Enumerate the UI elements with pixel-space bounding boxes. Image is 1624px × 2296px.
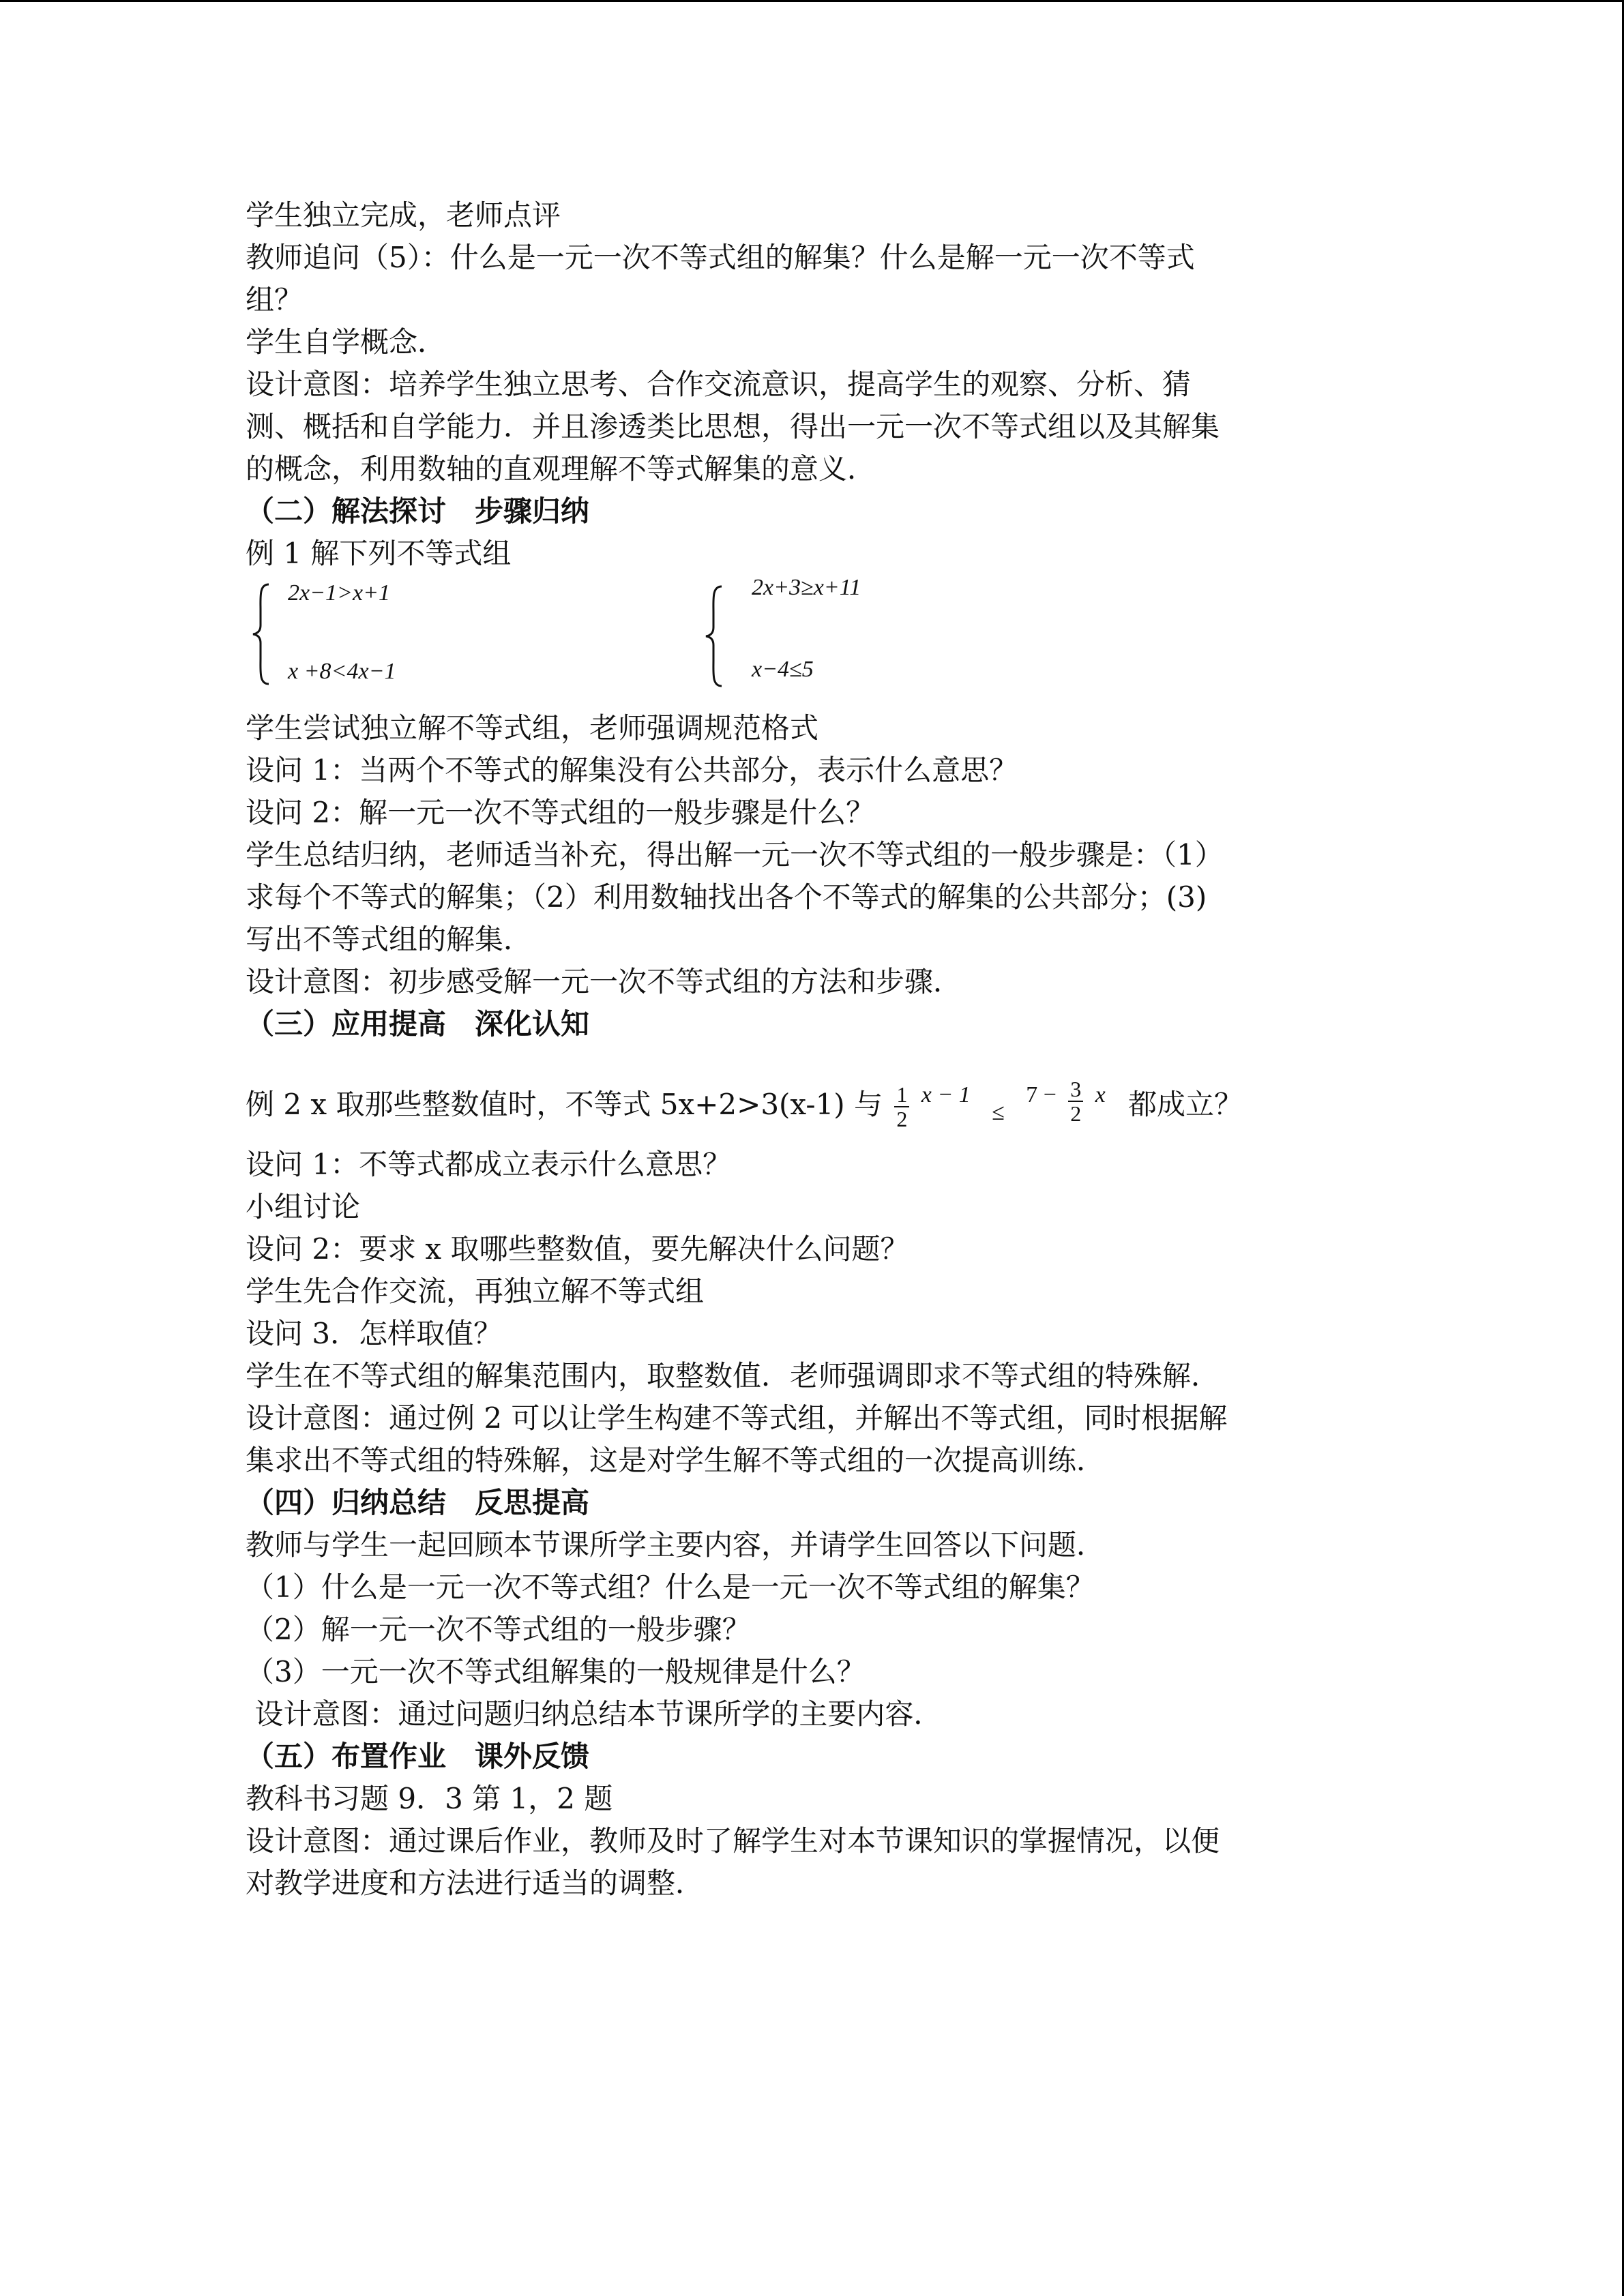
section-heading: （三）应用提高 深化认知: [246, 1007, 590, 1041]
paragraph-line: 学生尝试独立解不等式组，老师强调规范格式: [246, 711, 819, 745]
paragraph-line: 设计意图：通过课后作业，教师及时了解学生对本节课知识的掌握情况，以便: [246, 1824, 1220, 1858]
paragraph-line: 设计意图：培养学生独立思考、合作交流意识，提高学生的观察、分析、猜: [246, 368, 1192, 401]
example-2-suffix: 都成立？: [1128, 1088, 1243, 1121]
paragraph-line: 学生总结归纳，老师适当补充，得出解一元一次不等式组的一般步骤是：（1）: [246, 838, 1224, 871]
fraction-numerator: 3: [1068, 1077, 1083, 1102]
example-2-prefix: 例 2 x 取那些整数值时，不等式 5x+2>3(x-1) 与: [246, 1088, 883, 1121]
paragraph-line: 设计意图：通过例 2 可以让学生构建不等式组，并解出不等式组，同时根据解: [246, 1401, 1228, 1435]
paragraph-line: 教科书习题 9．3 第 1，2 题: [246, 1782, 613, 1815]
section-heading: （二）解法探讨 步骤归纳: [246, 494, 590, 528]
paragraph-line: 求每个不等式的解集；（2）利用数轴找出各个不等式的解集的公共部分；(3): [246, 880, 1207, 914]
paragraph-line: 教师与学生一起回顾本节课所学主要内容，并请学生回答以下问题．: [246, 1528, 1106, 1562]
system-1-top: 2x−1>x+1: [288, 580, 391, 606]
page-top-edge: [0, 0, 1624, 2]
fraction-three-halves: [1068, 1077, 1083, 1125]
fraction-denominator: 2: [1070, 1101, 1082, 1126]
paragraph-line: 设问 3．怎样取值？: [246, 1317, 503, 1350]
expression-x-minus-1: x − 1: [921, 1082, 971, 1107]
paragraph-line: 对教学进度和方法进行适当的调整．: [246, 1866, 705, 1900]
paragraph-line: 集求出不等式组的特殊解，这是对学生解不等式组的一次提高训练．: [246, 1444, 1106, 1477]
paragraph-line: 设计意图：通过问题归纳总结本节课所学的主要内容．: [246, 1697, 943, 1731]
expression-seven-minus: 7 −: [1026, 1082, 1057, 1107]
paragraph-line: （3）一元一次不等式组解集的一般规律是什么？: [246, 1655, 866, 1688]
paragraph-line: 学生先合作交流，再独立解不等式组: [246, 1274, 705, 1308]
paragraph-line: 学生在不等式组的解集范围内，取整数值．老师强调即求不等式组的特殊解．: [246, 1359, 1220, 1392]
left-brace-icon: [251, 583, 271, 685]
paragraph-line: 设问 2：要求 x 取哪些整数值，要先解决什么问题？: [246, 1232, 909, 1266]
paragraph-line: 测、概括和自学能力．并且渗透类比思想，得出一元一次不等式组以及其解集: [246, 410, 1220, 443]
fraction-denominator: 2: [896, 1107, 908, 1131]
system-2-top: 2x+3≥x+11: [752, 575, 861, 600]
paragraph-line: 学生自学概念．: [246, 325, 447, 359]
expression-x: x: [1095, 1082, 1106, 1107]
example-1-label: 例 1 解下列不等式组: [246, 537, 512, 570]
paragraph-line: 设问 1：当两个不等式的解集没有公共部分，表示什么意思？: [246, 754, 1018, 787]
paragraph-line: 小组讨论: [246, 1190, 361, 1223]
paragraph-line: 教师追问（5）：什么是一元一次不等式组的解集？什么是解一元一次不等式: [246, 241, 1195, 274]
fraction-one-half: [894, 1083, 909, 1131]
paragraph-line: （1）什么是一元一次不等式组？什么是一元一次不等式组的解集？: [246, 1570, 1095, 1604]
paragraph-line: 设计意图：初步感受解一元一次不等式组的方法和步骤．: [246, 965, 962, 998]
paragraph-line: 设问 1：不等式都成立表示什么意思？: [246, 1148, 732, 1181]
section-heading: （四）归纳总结 反思提高: [246, 1486, 590, 1519]
system-1-bottom: x +8<4x−1: [288, 659, 396, 684]
paragraph-line: 组？: [246, 283, 304, 316]
system-2-bottom: x−4≤5: [752, 657, 814, 682]
fraction-numerator: 1: [894, 1083, 909, 1107]
less-equal-sign: ≤: [992, 1100, 1005, 1125]
paragraph-line: 学生独立完成，老师点评: [246, 198, 561, 232]
left-brace-icon: [704, 585, 724, 687]
paragraph-line: 的概念，利用数轴的直观理解不等式解集的意义．: [246, 452, 876, 486]
example-1-systems: [246, 573, 1030, 689]
section-heading: （五）布置作业 课外反馈: [246, 1740, 590, 1773]
paragraph-line: 写出不等式组的解集．: [246, 923, 533, 956]
paragraph-line: 设问 2：解一元一次不等式组的一般步骤是什么？: [246, 796, 875, 829]
paragraph-line: （2）解一元一次不等式组的一般步骤？: [246, 1613, 751, 1646]
example-2-line: [246, 1074, 1243, 1138]
